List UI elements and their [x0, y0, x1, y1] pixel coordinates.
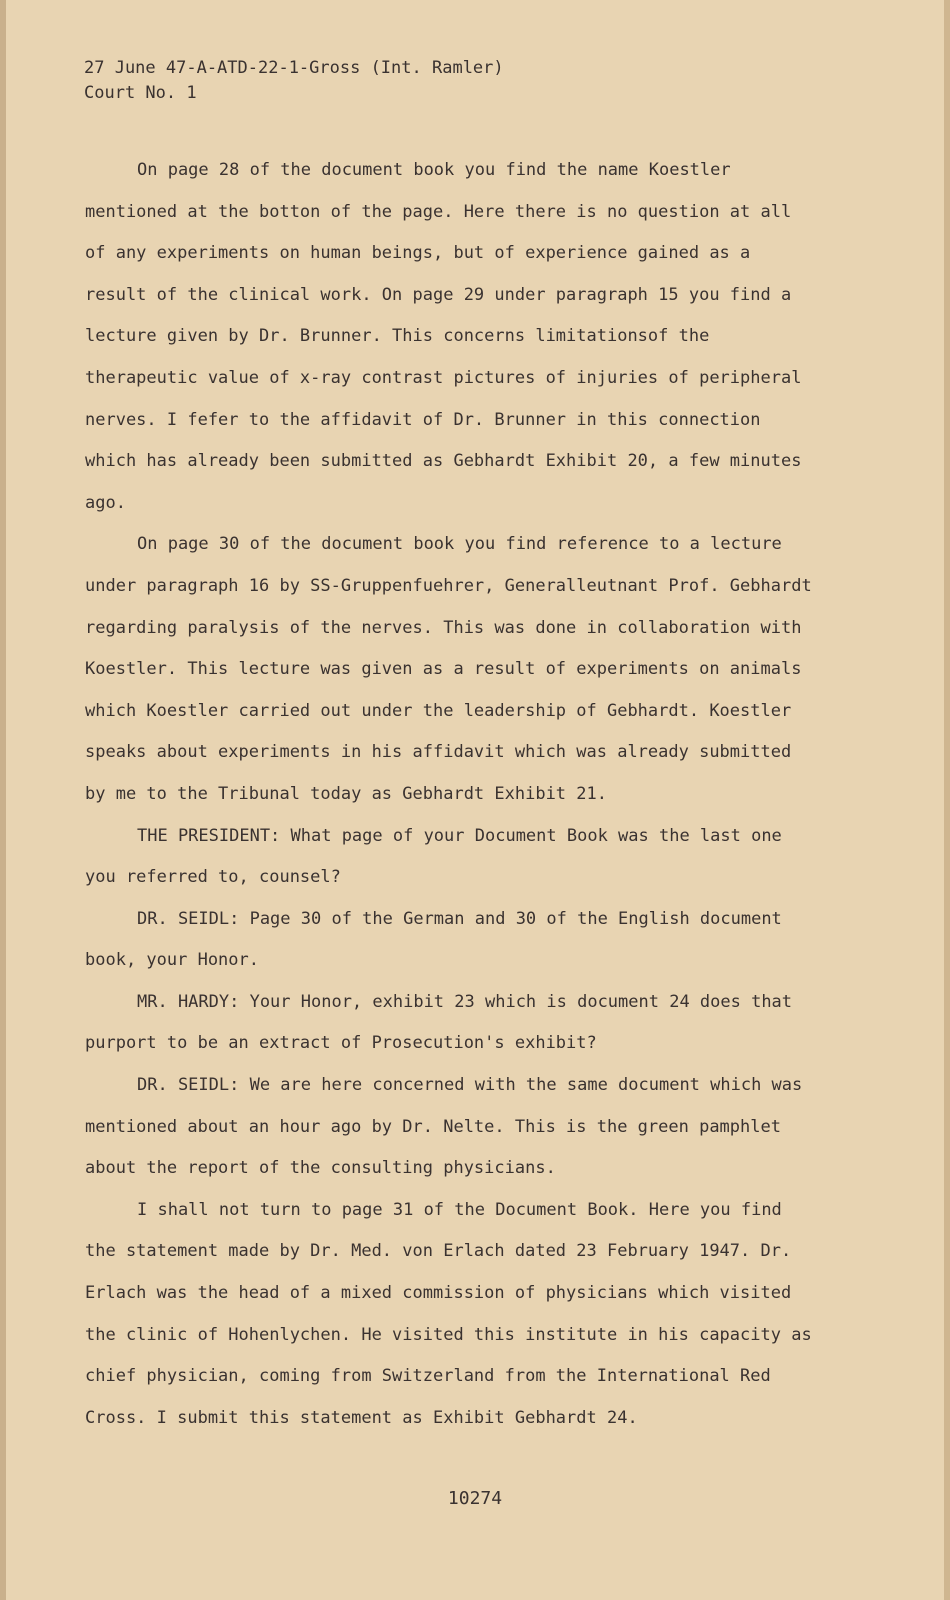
page-edge-right	[944, 0, 950, 1600]
page-edge-left	[0, 0, 6, 1600]
transcript-header	[84, 56, 504, 106]
paragraph-4: DR. SEIDL: Page 30 of the German and 30 of the English document book, your Honor.	[85, 908, 782, 971]
paragraph-2: On page 30 of the document book you find reference to a lecture under paragraph 16 by SS-Gruppenfuehrer, Generalleutnant Prof. Gebhardt regarding paralysis of the nerves. This was done in collaboration with Koestler. This lecture was given as a result of experiments on animals which Koestler carried out under the leadership of Gebhardt. Koestler speaks about experiments in his affidavit which was already submitted by me to the Tribunal today as Gebhardt Exhibit 21.	[85, 534, 812, 804]
paragraph-1: On page 28 of the document book you find the name Koestler mentioned at the botton of the page. Here there is no question at all of any experiments on human beings, but of experience gained as a result of the clinical work. On page 29 under paragraph 15 you find a lecture given by Dr. Brunner. This concerns limitationsof the therapeutic value of x-ray contrast pictures of injuries of peripheral nerves. I fefer to the affidavit of Dr. Brunner in this connection which has already been submitted as Gebhardt Exhibit 20, a few minutes ago.	[85, 160, 802, 513]
transcript-body	[85, 150, 815, 1439]
header-line-1: 27 June 47-A-ATD-22-1-Gross (Int. Ramler)	[84, 58, 504, 78]
paragraph-6: DR. SEIDL: We are here concerned with the same document which was mentioned about an hour ago by Dr. Nelte. This is the green pamphlet about the report of the consulting physicians.	[85, 1075, 803, 1179]
paragraph-5: MR. HARDY: Your Honor, exhibit 23 which is document 24 does that purport to be an extract of Prosecution's exhibit?	[85, 991, 793, 1054]
paragraph-3: THE PRESIDENT: What page of your Document Book was the last one you referred to, counsel?	[85, 825, 782, 888]
page-number: 10274	[447, 1488, 503, 1509]
header-line-2: Court No. 1	[84, 83, 197, 103]
paragraph-7: I shall not turn to page 31 of the Document Book. Here you find the statement made by Dr. Med. von Erlach dated 23 February 1947. Dr. Erlach was the head of a mixed commission of physicians which visited the clinic of Hohenlychen. He visited this institute in his capacity as chief physician, coming from Switzerland from the International Red Cross. I submit this statement as Exhibit Gebhardt 24.	[85, 1199, 812, 1428]
